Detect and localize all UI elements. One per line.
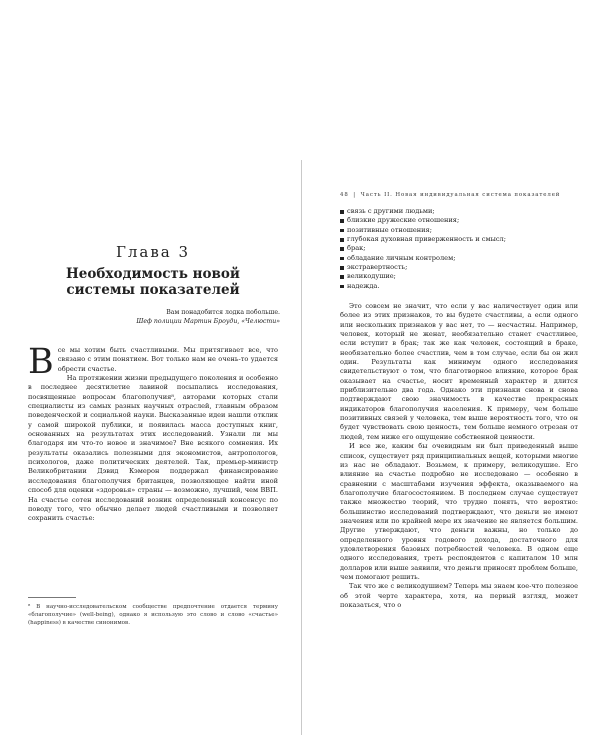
paragraph-text: се мы хотим быть счастливыми. Мы притягивает все, что связано с этим понятием. Вот только нам не очень-то удается обрести счастье. (57, 346, 278, 373)
page-gutter (301, 160, 302, 735)
page-number: 48 (340, 192, 349, 198)
list-item: позитивные отношения; (340, 226, 578, 235)
list-item: надежда. (340, 282, 578, 291)
paragraph: Так что же с великодушием? Теперь мы знаем кое-что полезное об этой черте характера, хотя, на первый взгляд, может показаться, что о (340, 582, 578, 609)
list-item: экстравертность; (340, 263, 578, 272)
list-item: обладание личным контролем; (340, 254, 578, 263)
chapter-title (28, 266, 278, 298)
chapter-label: Глава 3 (115, 243, 191, 261)
left-page (28, 0, 278, 750)
right-body-text (340, 302, 578, 610)
drop-cap: В (28, 342, 54, 382)
list-item: брак; (340, 244, 578, 253)
footnote-divider (28, 597, 76, 598)
left-body-text (28, 342, 278, 524)
right-page (340, 0, 578, 750)
running-head (340, 192, 578, 198)
chapter-title-line1: Необходимость новой (66, 266, 240, 282)
paragraph: Это совсем не значит, что если у вас наличествует один или более из этих признаков, то вы будете счастливы, а если одного или нескольких признаков у вас нет, то — несчастны. Например, человек, который не женат, необязательно станет счастливее, если вступит в брак; так же как человек, состоящий в браке, необязательно более счастлив, чем в том случае, если бы он жил один. Результаты как минимум одного исследования свидетельствуют о том, что благотворное влияние, которое брак оказывает на счастье, носит временный характер и длится приблизительно два года. Однако эти признаки снова и снова подтверждают свою значимость в качестве прекрасных индикаторов благополучия населения. К примеру, чем больше позитивных связей у человека, тем выше вероятность того, что он будет чувствовать свою ценность, тем больше немного отрезан от людей, тем ниже его ощущение собственной ценности. (340, 302, 578, 441)
happiness-factors-list (340, 207, 578, 291)
paragraph: И все же, каким бы очевидным ни был приведенный выше список, существует ряд принципиальных вещей, которыми многие из нас не обладают. Возьмем, к примеру, великодушие. Его влияние на счастье подробно не исследовано — особенно в сравнении с масштабами изучения эффекта, оказываемого на благополучие благосостоянием. В последнем случае существует также множество теорий, что трудно понять, что вероятно: большинство исследований подтверждают, что деньги не имеют значения или по крайней мере их значение не является большим. Другие утверждают, что деньги важны, но только до определенного уровня годового дохода, достаточного для удовлетворения базовых потребностей человека. В одном еще одного исследования, треть респондентов с капиталом 10 млн долларов или выше заявили, что деньги приносят проблем больше, чем помогают решить. (340, 442, 578, 581)
running-head-separator: | (353, 192, 357, 198)
epigraph-text: Вам понадобится лодка побольше. (166, 309, 280, 316)
list-item: близкие дружеские отношения; (340, 216, 578, 225)
epigraph-source: Шеф полиции Мартин Броуди, «Челюсти» (136, 318, 280, 325)
list-item: связь с другими людьми; (340, 207, 578, 216)
list-item: глубокая духовная приверженность и смысл; (340, 235, 578, 244)
paragraph (28, 342, 278, 382)
running-head-part: Часть II. (360, 192, 393, 198)
epigraph (128, 308, 280, 326)
chapter-title-line2: системы показателей (66, 282, 240, 298)
list-item: великодушие; (340, 272, 578, 281)
running-head-title: Новая индивидуальная система показателей (395, 192, 561, 198)
paragraph: На протяжении жизни предыдущего поколения и особенно в последнее десятилетие лавиной посыпались исследования, посвященные вопросам благополучия⁸, авторами которых стали специалисты из самых разных научных отраслей, главным образом поведенческой и социальной науки. Высказанные идеи нашли отклик у самой широкой публики, и появилась масса доступных книг, основанных на результатах этих исследований. Узнали ли мы благодаря им что-то новое и значимое? Вне всякого сомнения. Их результаты оказались полезными для экономистов, антропологов, психологов, даже политических деятелей. Так, премьер-министр Великобритании Дэвид Кэмерон поддержал финансирование исследования благополучия британцев, позволяющее найти иной способ для оценки «здоровья» страны — возможно, лучший, чем ВВП. На счастье сотен исследований возник определенный консенсус по поводу того, что обычно делает людей счастливыми и позволяет сохранить счастье: (28, 374, 278, 523)
footnote: ⁸ В научно-исследовательском сообществе предпочтение отдается термину «благополучие» (well-being), однако я использую это слово и слово «счастье» (happiness) в качестве синонимов. (28, 604, 278, 626)
